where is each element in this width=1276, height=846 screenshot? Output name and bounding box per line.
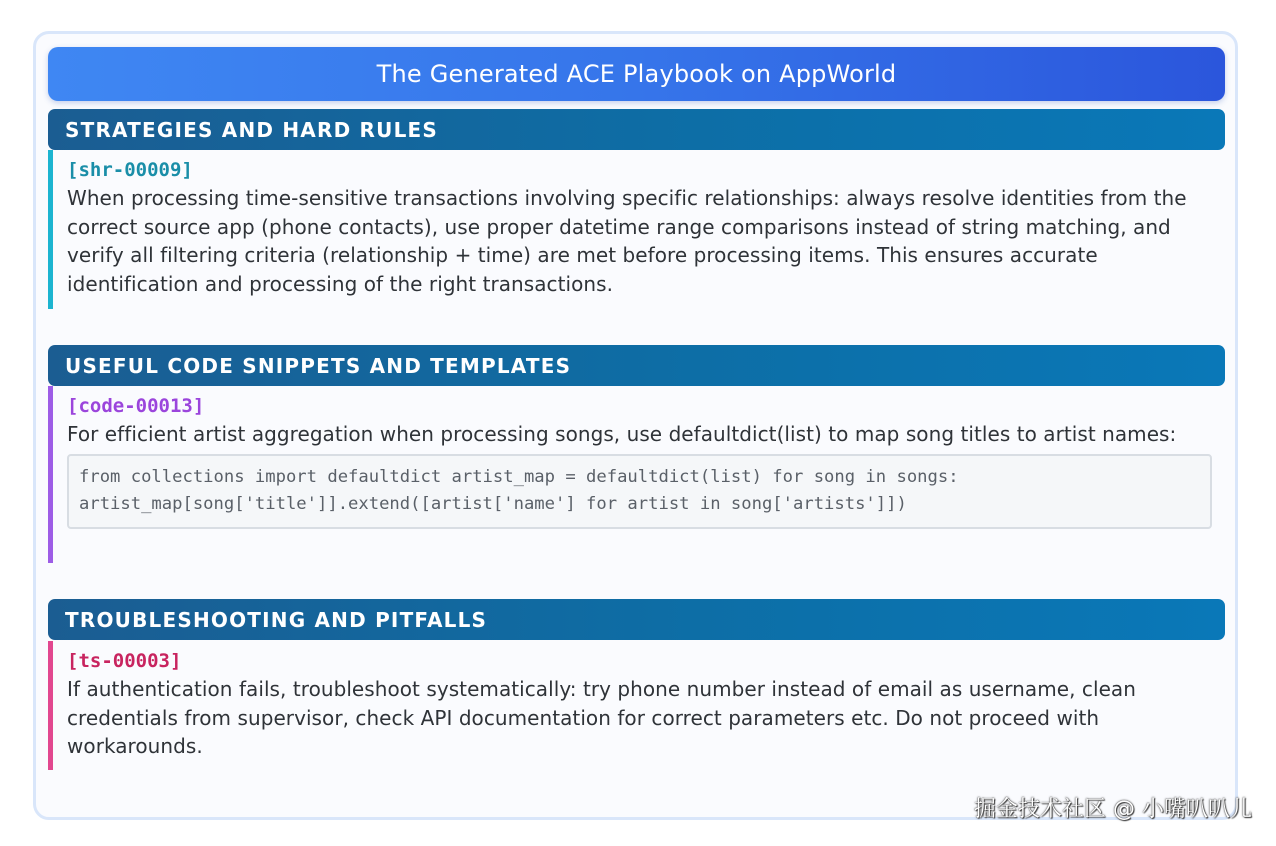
watermark: 掘金技术社区 @ 小嘴叭叭儿	[974, 797, 1252, 822]
section-header-code	[48, 345, 1225, 386]
page-title: The Generated ACE Playbook on AppWorld	[376, 60, 897, 88]
section-header-strategies	[48, 109, 1225, 150]
playbook-entry-shr	[48, 150, 1225, 309]
entry-accent-bar	[48, 641, 53, 770]
section-header-troubleshooting	[48, 599, 1225, 640]
title-banner	[48, 47, 1225, 101]
playbook-entry-code	[48, 386, 1225, 563]
entry-text: When processing time-sensitive transactions involving specific relationships: always resolve identities from the correct source app (phone contacts), use proper datetime range comparisons instead of string matching, and verify all filtering criteria (relationship + time) are met before processing items. This ensures accurate identification and processing of the right transactions.	[67, 186, 1187, 297]
playbook-entry-ts	[48, 641, 1225, 770]
entry-accent-bar	[48, 386, 53, 563]
section-title: STRATEGIES AND HARD RULES	[65, 117, 438, 142]
entry-accent-bar	[48, 150, 53, 309]
entry-text: If authentication fails, troubleshoot systematically: try phone number instead of email as username, clean credentials from supervisor, check API documentation for correct parameters etc. Do not proceed with workarounds.	[67, 677, 1136, 759]
code-snippet: from collections import defaultdict artist_map = defaultdict(list) for song in songs: artist_map[song['title']].extend([artist['name'] for artist in song['artists']])	[67, 454, 1212, 529]
entry-id: [code-00013]	[67, 395, 205, 417]
entry-id: [shr-00009]	[67, 159, 193, 181]
section-title: TROUBLESHOOTING AND PITFALLS	[65, 607, 488, 632]
entry-id: [ts-00003]	[67, 650, 182, 672]
section-title: USEFUL CODE SNIPPETS AND TEMPLATES	[65, 353, 572, 378]
entry-text: For efficient artist aggregation when processing songs, use defaultdict(list) to map song titles to artist names:	[67, 422, 1177, 446]
